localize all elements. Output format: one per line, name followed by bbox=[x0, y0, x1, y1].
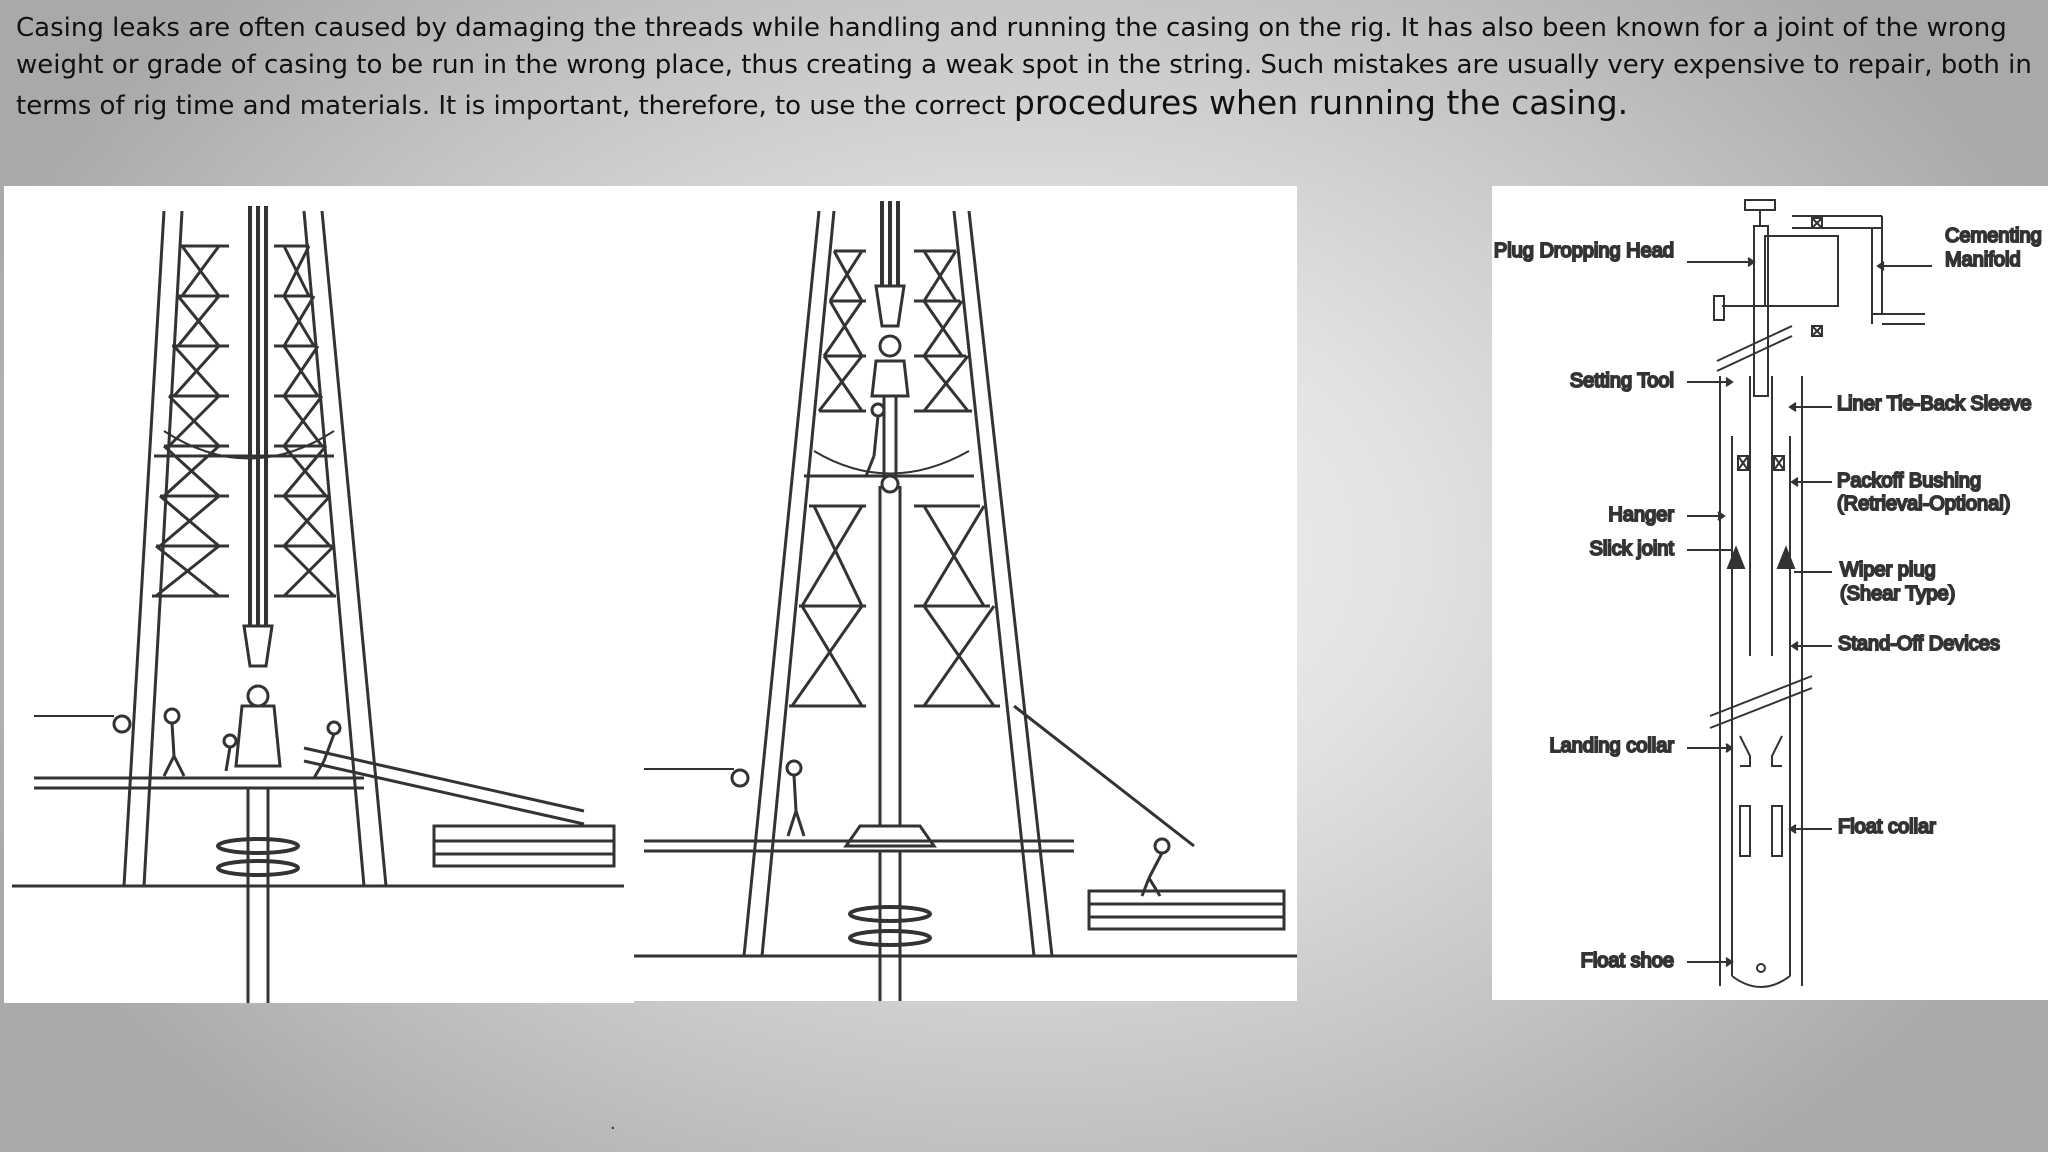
label-stand-off-devices: Stand-Off Devices bbox=[1838, 633, 2000, 655]
label-hanger: Hanger bbox=[1608, 504, 1674, 526]
label-liner-tie-back-sleeve: Liner Tie-Back Sleeve bbox=[1837, 393, 2032, 415]
label-float-collar: Float collar bbox=[1838, 816, 1936, 838]
label-landing-collar: Landing collar bbox=[1549, 735, 1674, 757]
label-wiper-plug-1: Wiper plug bbox=[1840, 559, 1936, 581]
rig-illustration-middle bbox=[634, 186, 1297, 1001]
intro-text: Casing leaks are often caused by damaging the threads while handling and running the casing on the rig. It has also been known for a joint of the wrong weight or grade of casing to be run in the wrong place, thus creating a weak spot in the string. Such mistakes are usually very expensive to repair, both in terms of rig time and materials. It is important, therefore, to use the correct bbox=[16, 13, 2032, 121]
rig-illustration-left bbox=[4, 186, 634, 1003]
label-plug-dropping-head: Plug Dropping Head bbox=[1493, 240, 1674, 262]
label-cementing-manifold-2: Manifold bbox=[1945, 249, 2021, 271]
label-setting-tool: Setting Tool bbox=[1569, 370, 1674, 392]
liner-diagram bbox=[1492, 186, 2048, 1000]
label-slick-joint: Slick joint bbox=[1589, 538, 1674, 560]
label-packoff-bushing-1: Packoff Bushing bbox=[1837, 470, 1982, 492]
intro-paragraph bbox=[16, 10, 2036, 125]
label-float-shoe: Float shoe bbox=[1580, 950, 1674, 972]
intro-text-large: procedures when running the casing. bbox=[1013, 83, 1629, 122]
footer-dot: . bbox=[610, 1112, 616, 1134]
label-wiper-plug-2: (Shear Type) bbox=[1840, 583, 1956, 605]
label-cementing-manifold-1: Cementing bbox=[1945, 225, 2042, 247]
label-packoff-bushing-2: (Retrieval-Optional) bbox=[1837, 493, 2011, 515]
